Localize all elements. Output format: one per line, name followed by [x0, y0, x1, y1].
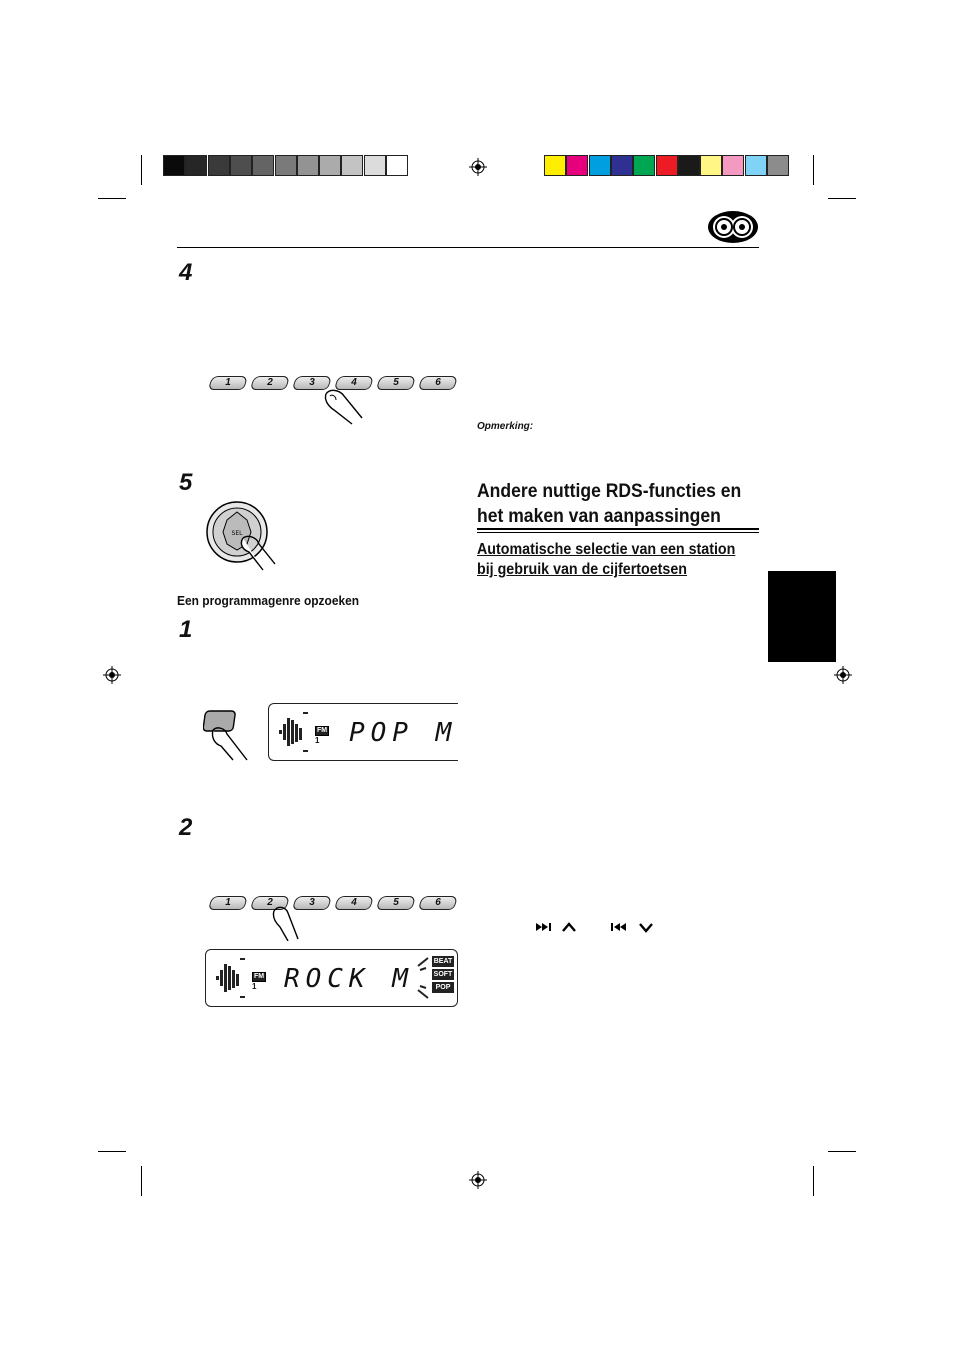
color-swatch — [544, 155, 566, 176]
color-swatch — [633, 155, 655, 176]
crop-mark — [141, 155, 142, 185]
band-number: 1 — [252, 982, 257, 991]
color-swatch — [566, 155, 588, 176]
search-genre-heading: Een programmagenre opzoeken — [177, 593, 360, 608]
preset-button-2[interactable]: 2 — [250, 376, 291, 390]
preset-button-3[interactable]: 3 — [292, 896, 333, 910]
gray-swatch — [275, 155, 297, 176]
step-number-1: 1 — [179, 616, 193, 643]
eq-label-soft: SOFT — [433, 971, 453, 978]
preset-button-5[interactable]: 5 — [376, 376, 417, 390]
gray-swatch — [341, 155, 363, 176]
gray-swatch — [252, 155, 274, 176]
gray-swatch — [364, 155, 386, 176]
pty-button-press-icon[interactable] — [203, 708, 251, 762]
color-swatch — [767, 155, 789, 176]
lcd-display-pop — [268, 703, 458, 761]
band-indicator: FM — [254, 973, 265, 980]
step-number-4: 4 — [179, 259, 193, 286]
color-swatch — [656, 155, 678, 176]
color-swatch — [722, 155, 744, 176]
preset-button-row — [208, 896, 458, 912]
gray-swatch — [386, 155, 408, 176]
eq-mode-labels — [432, 956, 454, 993]
color-swatch — [745, 155, 767, 176]
band-indicator: FM — [317, 727, 328, 734]
color-swatch — [589, 155, 611, 176]
preset-button-4[interactable]: 4 — [334, 376, 375, 390]
color-swatch — [611, 155, 633, 176]
registration-mark-icon — [469, 1171, 487, 1189]
color-swatch — [678, 155, 700, 176]
preset-button-6[interactable]: 6 — [418, 376, 459, 390]
registration-mark-icon — [103, 666, 121, 684]
gray-swatch — [163, 155, 185, 176]
section-title-rule — [477, 528, 759, 530]
eq-label-beat: BEAT — [433, 958, 453, 965]
preset-button-3[interactable]: 3 — [292, 376, 333, 390]
skip-forward-up-icon — [535, 921, 577, 933]
eq-label-pop: POP — [432, 982, 454, 993]
band-number: 1 — [315, 736, 320, 745]
gray-swatch — [230, 155, 252, 176]
pressing-finger-icon — [270, 905, 300, 941]
color-swatch — [700, 155, 722, 176]
preset-button-6[interactable]: 6 — [418, 896, 459, 910]
level-meter-icon — [214, 956, 248, 1000]
sel-control-knob-icon[interactable] — [205, 500, 283, 572]
preset-button-2[interactable]: 2 — [250, 896, 291, 910]
note-label: Opmerking: — [477, 421, 534, 432]
crop-mark — [828, 198, 856, 199]
eq-bracket-icon — [414, 956, 430, 1000]
registration-mark-icon — [834, 666, 852, 684]
section-title: Andere nuttige RDS-functies en het maken van aanpassingen — [477, 480, 742, 527]
preset-button-4[interactable]: 4 — [334, 896, 375, 910]
crop-mark — [141, 1166, 142, 1196]
lcd-display-rock — [205, 949, 458, 1007]
gray-swatch — [185, 155, 207, 176]
header-rule — [177, 247, 759, 248]
step-number-2: 2 — [179, 814, 193, 841]
preset-button-1[interactable]: 1 — [208, 376, 249, 390]
svg-text:SEL: SEL — [231, 530, 243, 537]
lcd-genre-text: ROCK M — [284, 964, 414, 994]
registration-mark-icon — [469, 158, 487, 176]
subsection-title: Automatische selectie van een station bij gebruik van de cijfertoetsen — [477, 541, 736, 578]
preset-button-5[interactable]: 5 — [376, 896, 417, 910]
crop-mark — [98, 198, 126, 199]
skip-back-down-icon — [610, 921, 656, 933]
crop-mark — [828, 1151, 856, 1152]
crop-mark — [813, 155, 814, 185]
crop-mark — [98, 1151, 126, 1152]
gray-swatch — [208, 155, 230, 176]
crop-mark — [813, 1166, 814, 1196]
lcd-genre-text: POP M — [349, 718, 458, 748]
pressing-finger-icon — [322, 388, 370, 426]
preset-button-1[interactable]: 1 — [208, 896, 249, 910]
cd-logo-icon — [707, 210, 759, 244]
level-meter-icon — [277, 710, 311, 754]
gray-swatch — [319, 155, 341, 176]
language-tab — [768, 571, 836, 662]
gray-swatch — [297, 155, 319, 176]
section-title-rule — [477, 532, 759, 533]
step-number-5: 5 — [179, 469, 193, 496]
